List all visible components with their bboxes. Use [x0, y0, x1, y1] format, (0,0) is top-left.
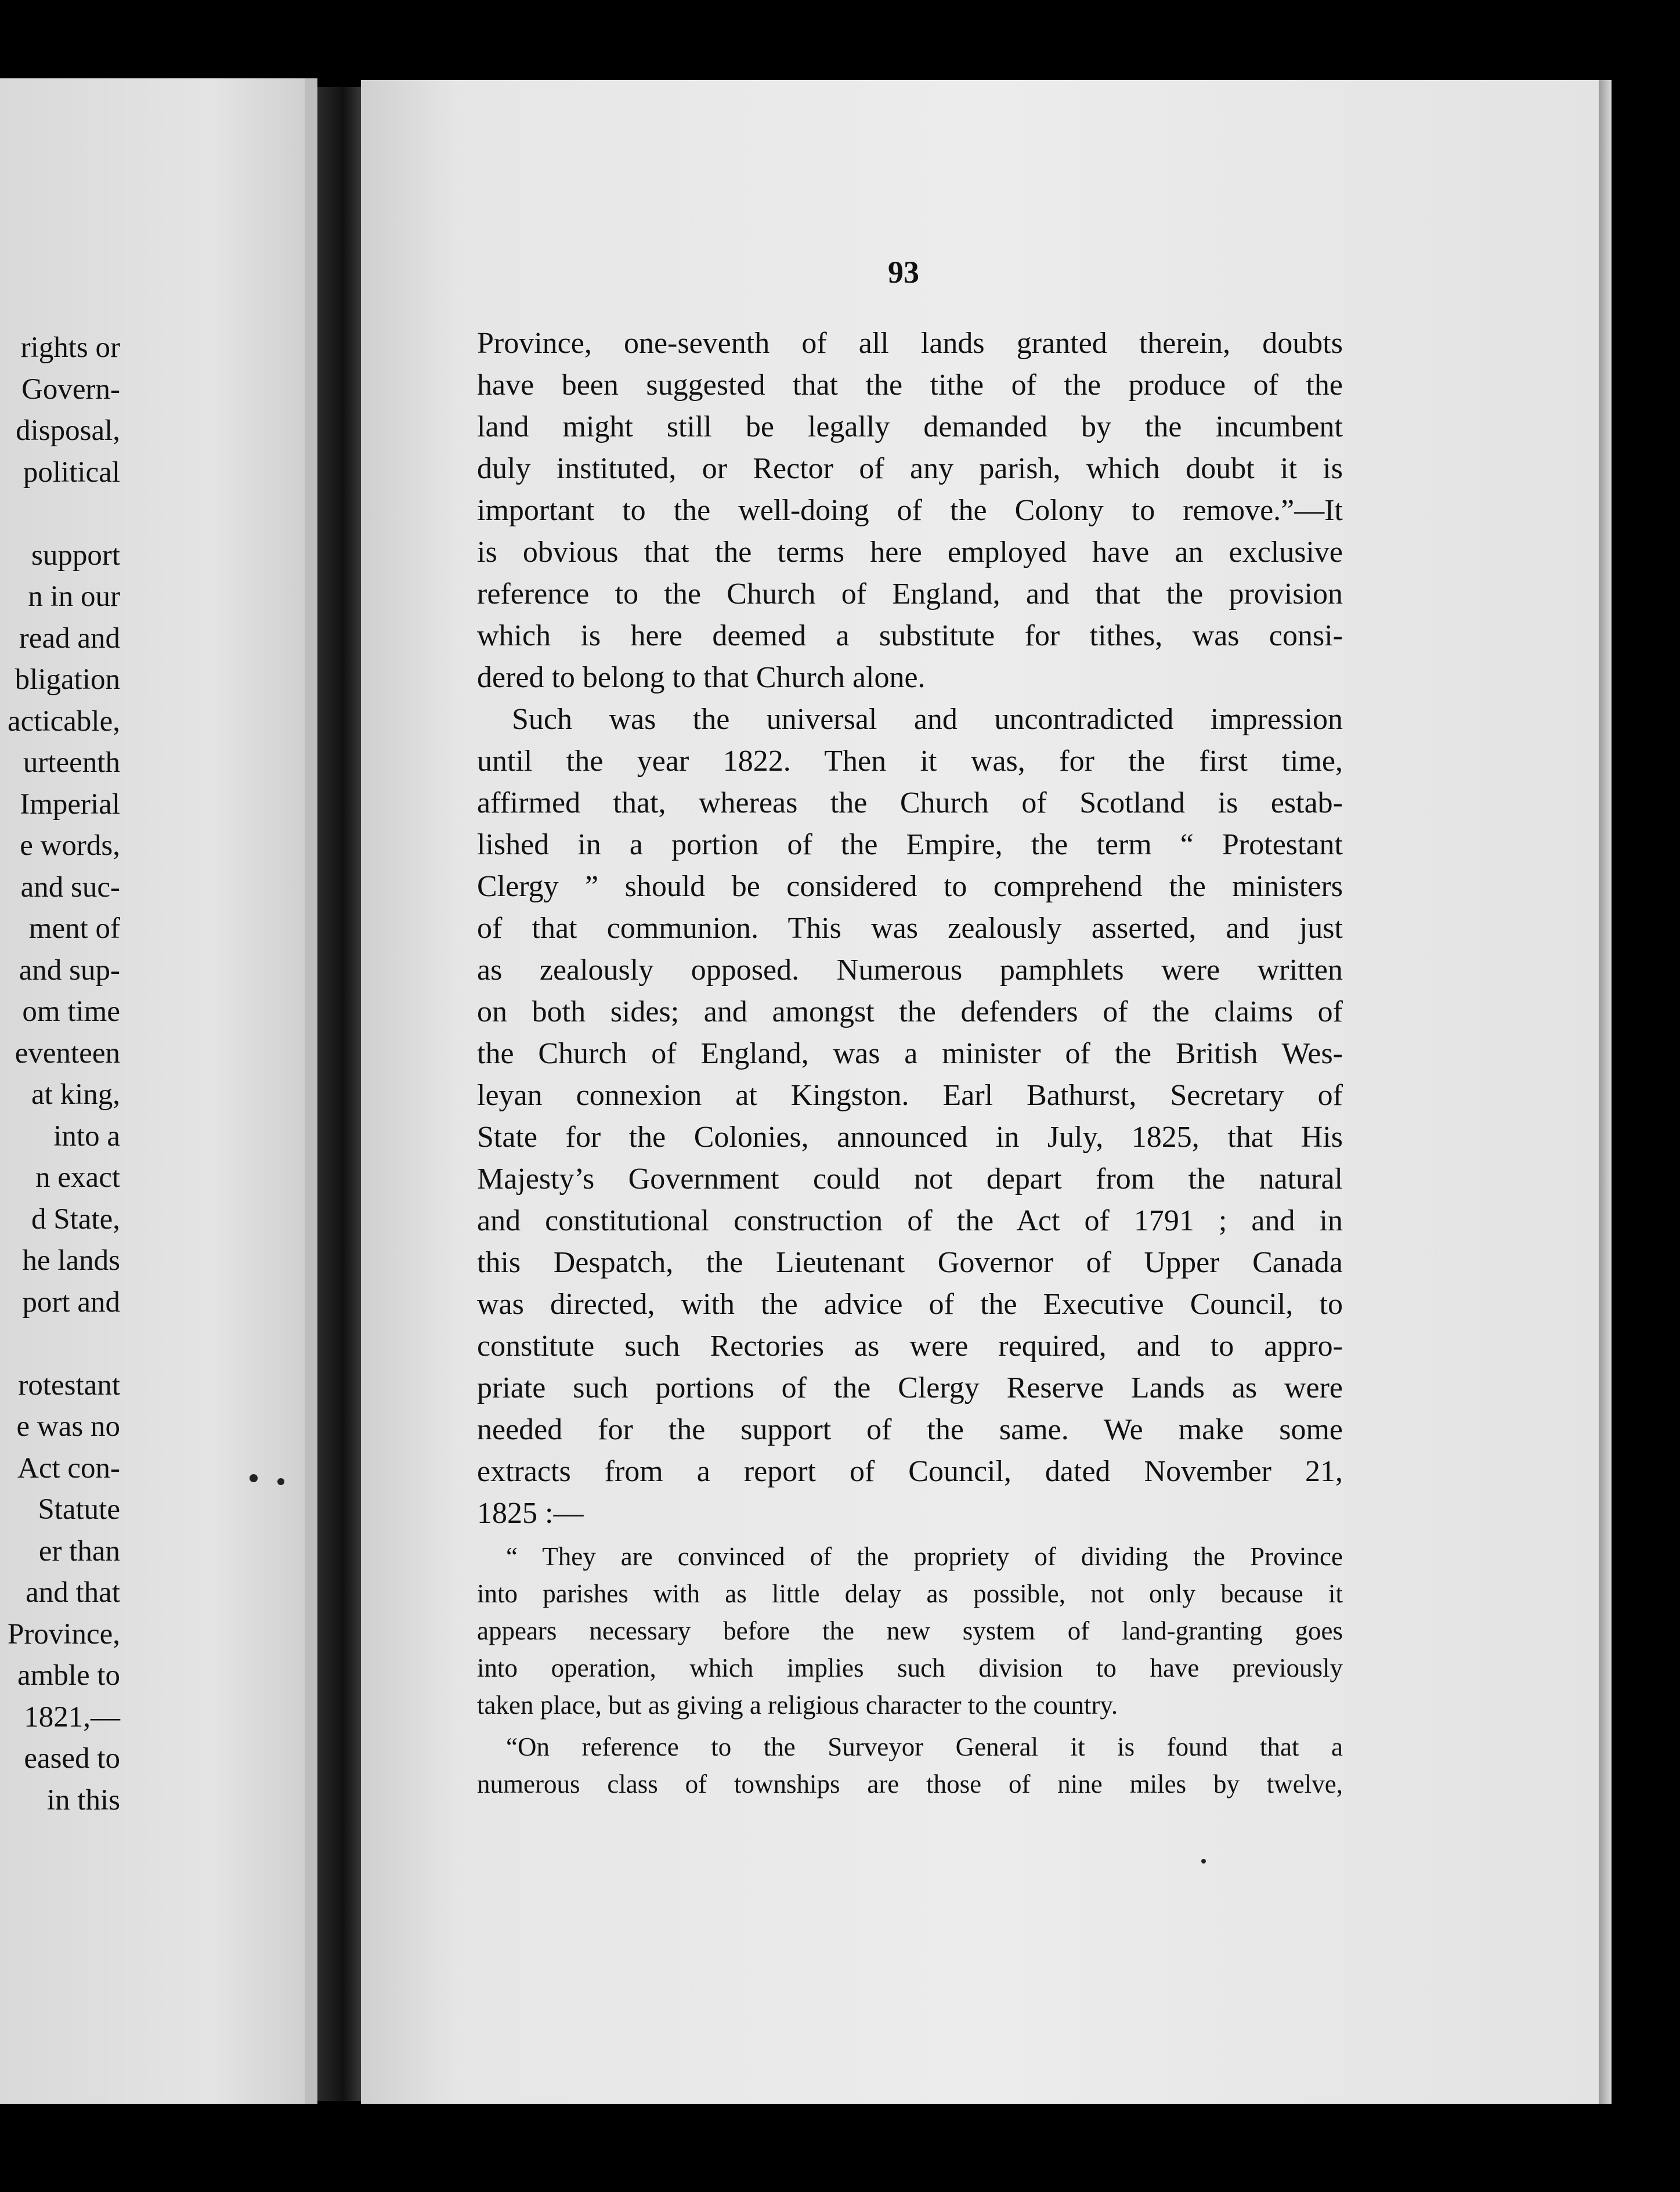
body-line: leyan connexion at Kingston. Earl Bathurst, Secretary of: [477, 1079, 1343, 1112]
block-quote: [477, 1538, 1343, 1803]
quote-line: taken place, but as giving a religious character to the country.: [477, 1691, 1118, 1720]
previous-page-line: acticable,: [8, 705, 120, 738]
previous-page-line: d State,: [31, 1202, 120, 1236]
book-binding: [317, 87, 361, 2101]
page-number: 93: [888, 255, 919, 290]
previous-page-line: e words,: [20, 829, 120, 862]
previous-page-line: n exact: [35, 1161, 120, 1194]
previous-page-line: Statute: [38, 1493, 120, 1526]
previous-page-line: Province,: [7, 1617, 120, 1651]
previous-page-line: disposal,: [16, 414, 120, 447]
previous-page-line: bligation: [15, 663, 120, 696]
body-line: 1825 :—: [477, 1497, 584, 1530]
previous-page-line: support: [31, 539, 120, 572]
body-line: lished in a portion of the Empire, the term “ Protestant: [477, 828, 1343, 861]
quote-line: into operation, which implies such division to have previously: [477, 1653, 1343, 1682]
previous-page-line: urteenth: [23, 746, 120, 779]
scan-speck: [250, 1474, 258, 1482]
previous-page-line: amble to: [17, 1659, 120, 1692]
body-line: Clergy ” should be considered to comprehend the ministers: [477, 870, 1343, 903]
quote-line: numerous class of townships are those of nine miles by twelve,: [477, 1770, 1343, 1799]
previous-page-edge: [305, 78, 317, 2104]
body-line: land might still be legally demanded by the incumbent: [477, 410, 1343, 443]
previous-page-line: into a: [53, 1120, 120, 1153]
body-text: [477, 323, 1343, 1534]
body-line: important to the well-doing of the Colony to remove.”—It: [477, 494, 1343, 527]
previous-page-line: port and: [22, 1285, 120, 1319]
current-page-edge: [1599, 80, 1612, 2104]
body-line: this Despatch, the Lieutenant Governor of Upper Canada: [477, 1246, 1343, 1279]
previous-page-line: Act con-: [17, 1451, 120, 1485]
body-line: have been suggested that the tithe of the produce of the: [477, 369, 1343, 402]
scan-speck: [277, 1478, 284, 1485]
body-line: constitute such Rectories as were required, and to appro-: [477, 1330, 1343, 1363]
body-line: which is here deemed a substitute for tithes, was consi-: [477, 619, 1343, 652]
previous-page-line: e was no: [16, 1410, 120, 1443]
body-line: Such was the universal and uncontradicted impression: [512, 703, 1343, 736]
previous-page-line: n in our: [28, 580, 120, 613]
previous-page-line: ment of: [28, 912, 120, 945]
previous-page: [0, 78, 305, 2104]
body-line: as zealously opposed. Numerous pamphlets were written: [477, 954, 1343, 987]
body-line: Province, one-seventh of all lands granted therein, doubts: [477, 327, 1343, 360]
body-line: of that communion. This was zealously asserted, and just: [477, 912, 1343, 945]
previous-page-line: political: [23, 456, 120, 489]
previous-page-line: 1821,—: [24, 1700, 120, 1734]
previous-page-line: and that: [26, 1576, 120, 1609]
previous-page-line: er than: [38, 1534, 120, 1568]
previous-page-line: Imperial: [20, 788, 120, 821]
body-line: duly instituted, or Rector of any parish, which doubt it is: [477, 452, 1343, 485]
scan-speck: [1201, 1859, 1206, 1864]
body-line: on both sides; and amongst the defenders of the claims of: [477, 995, 1343, 1028]
quote-line: appears necessary before the new system of land-granting goes: [477, 1616, 1343, 1645]
quote-line: “On reference to the Surveyor General it is found that a: [506, 1732, 1343, 1761]
body-line: was directed, with the advice of the Executive Council, to: [477, 1288, 1343, 1321]
quote-line: into parishes with as little delay as possible, not only because it: [477, 1579, 1343, 1608]
previous-page-line: om time: [22, 995, 120, 1028]
body-line: needed for the support of the same. We make some: [477, 1413, 1343, 1446]
body-line: and constitutional construction of the Act of 1791 ; and in: [477, 1204, 1343, 1237]
body-line: dered to belong to that Church alone.: [477, 661, 926, 694]
quote-line: “ They are convinced of the propriety of dividing the Province: [506, 1542, 1343, 1571]
previous-page-line: at king,: [31, 1078, 120, 1111]
previous-page-line: Govern-: [21, 373, 120, 406]
body-line: is obvious that the terms here employed have an exclusive: [477, 536, 1343, 569]
body-line: Majesty’s Government could not depart from the natural: [477, 1162, 1343, 1196]
previous-page-line: and sup-: [19, 954, 120, 987]
previous-page-line: and suc-: [20, 871, 120, 904]
body-line: until the year 1822. Then it was, for the first time,: [477, 745, 1343, 778]
previous-page-line: in this: [46, 1783, 120, 1817]
previous-page-line: rights or: [20, 331, 120, 364]
previous-page-line: rotestant: [18, 1368, 120, 1402]
body-line: affirmed that, whereas the Church of Scotland is estab-: [477, 786, 1343, 819]
previous-page-line: read and: [19, 622, 120, 655]
previous-page-line: eased to: [24, 1742, 120, 1775]
body-line: extracts from a report of Council, dated November 21,: [477, 1455, 1343, 1488]
body-line: the Church of England, was a minister of the British Wes-: [477, 1037, 1343, 1070]
previous-page-line: he lands: [22, 1244, 120, 1277]
body-line: priate such portions of the Clergy Reserve Lands as were: [477, 1371, 1343, 1404]
body-line: State for the Colonies, announced in July, 1825, that His: [477, 1121, 1343, 1154]
previous-page-line: eventeen: [15, 1037, 120, 1070]
body-line: reference to the Church of England, and that the provision: [477, 577, 1343, 611]
